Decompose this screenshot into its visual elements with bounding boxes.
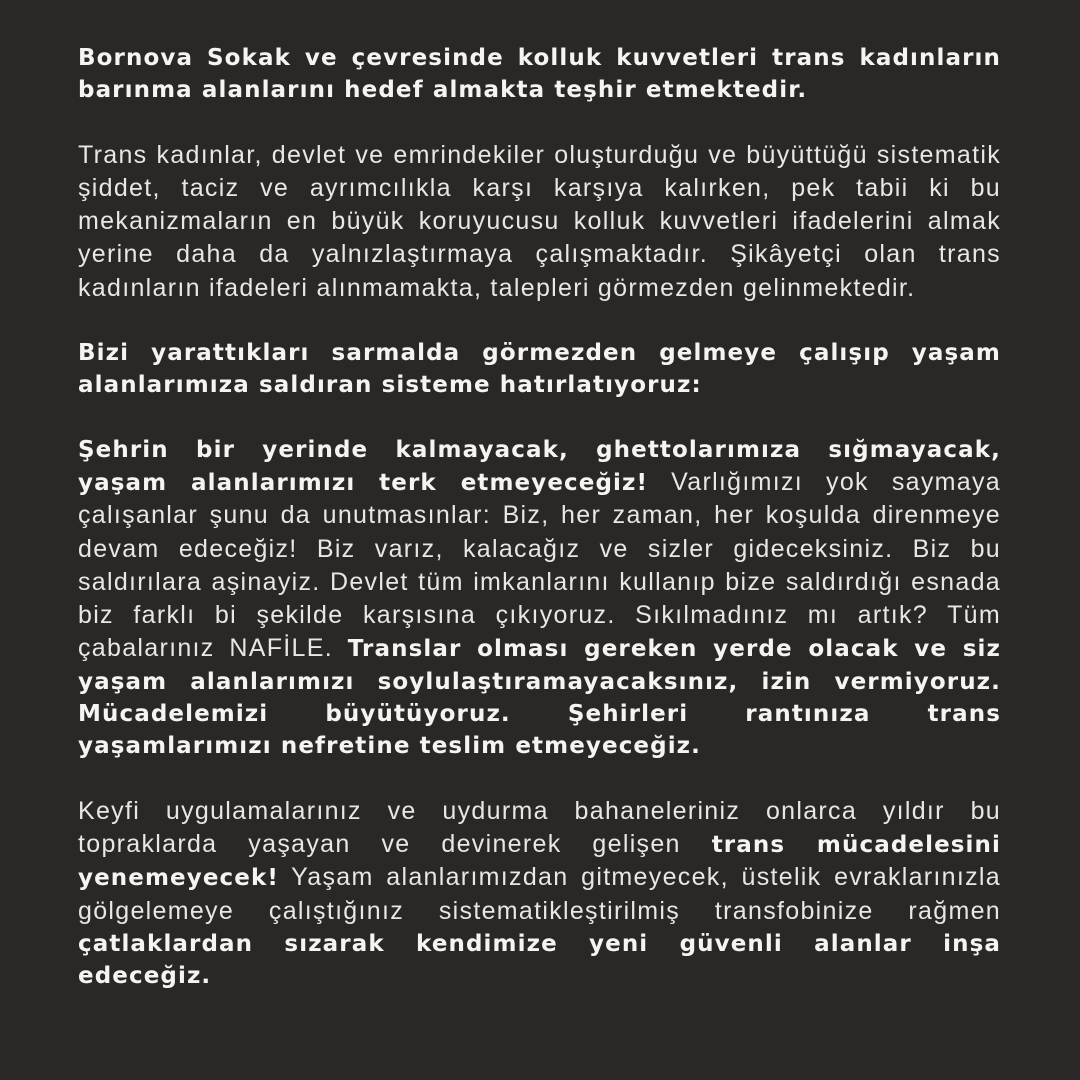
- paragraph-4-bold-intro: Şehrin bir yerinde kalmayacak, ghettolarımıza sığmayacak, yaşam alanlarımızı terk etmeyeceğiz!: [78, 436, 1001, 496]
- paragraph-5-text-b: Yaşam alanlarımızdan gitmeyecek, üstelik evraklarınızla gölgelemeye çalıştığınız sistematikleştirilmiş transfobinize rağmen: [78, 863, 1001, 925]
- paragraph-1: [78, 42, 1001, 107]
- paragraph-5: [78, 795, 1001, 993]
- paragraph-4: [78, 434, 1001, 763]
- paragraph-5-bold-a: trans mücadelesini yenemeyecek!: [78, 831, 1001, 892]
- paragraph-3: [78, 337, 1001, 402]
- paragraph-4-body-text: Varlığımızı yok saymaya çalışanlar şunu da unutmasınlar: Biz, her zaman, her koşulda direnmeye devam edeceğiz! Biz varız, kalacağız ve sizler gideceksiniz. Biz bu saldırılara aşinayiz. Devlet tüm imkanlarını kullanıp bize saldırdığı esnada biz farklı bi şekilde karşısına çıkıyoruz. Sıkılmadınız mı artık? Tüm çabalarınız NAFİLE.: [78, 467, 1001, 663]
- paragraph-2: [78, 139, 1001, 305]
- paragraph-3-bold-text: Bizi yarattıkları sarmalda görmezden gelmeye çalışıp yaşam alanlarımıza saldıran sisteme hatırlatıyoruz:: [78, 340, 1001, 399]
- paragraph-1-bold-text: Bornova Sokak ve çevresinde kolluk kuvvetleri trans kadınların barınma alanlarını hedef almakta teşhir etmektedir.: [78, 45, 1001, 104]
- paragraph-2-text: Trans kadınlar, devlet ve emrindekiler oluşturduğu ve büyüttüğü sistematik şiddet, taciz ve ayrımcılıkla karşı karşıya kalırken, pek tabii ki bu mekanizmaların en büyük koruyucusu kolluk kuvvetleri ifadelerini almak yerine daha da yalnızlaştırmaya çalışmaktadır. Şikâyetçi olan trans kadınların ifadeleri alınmamakta, talepleri görmezden gelinmektedir.: [78, 140, 1001, 302]
- statement-text-block: [78, 42, 1001, 1024]
- paragraph-5-text-a: Keyfi uygulamalarınız ve uydurma bahaneleriniz onlarca yıldır bu topraklarda yaşayan ve devinerek gelişen: [78, 796, 1001, 858]
- paragraph-5-bold-b: çatlaklardan sızarak kendimize yeni güvenli alanlar inşa edeceğiz.: [78, 930, 1001, 990]
- paragraph-4-bold-closing: Translar olması gereken yerde olacak ve siz yaşam alanlarımızı soylulaştıramayacaksınız, izin vermiyoruz. Mücadelemizi büyütüyoruz. Şehirleri rantınıza trans yaşamlarımızı nefretine teslim etmeyeceğiz.: [78, 636, 1001, 760]
